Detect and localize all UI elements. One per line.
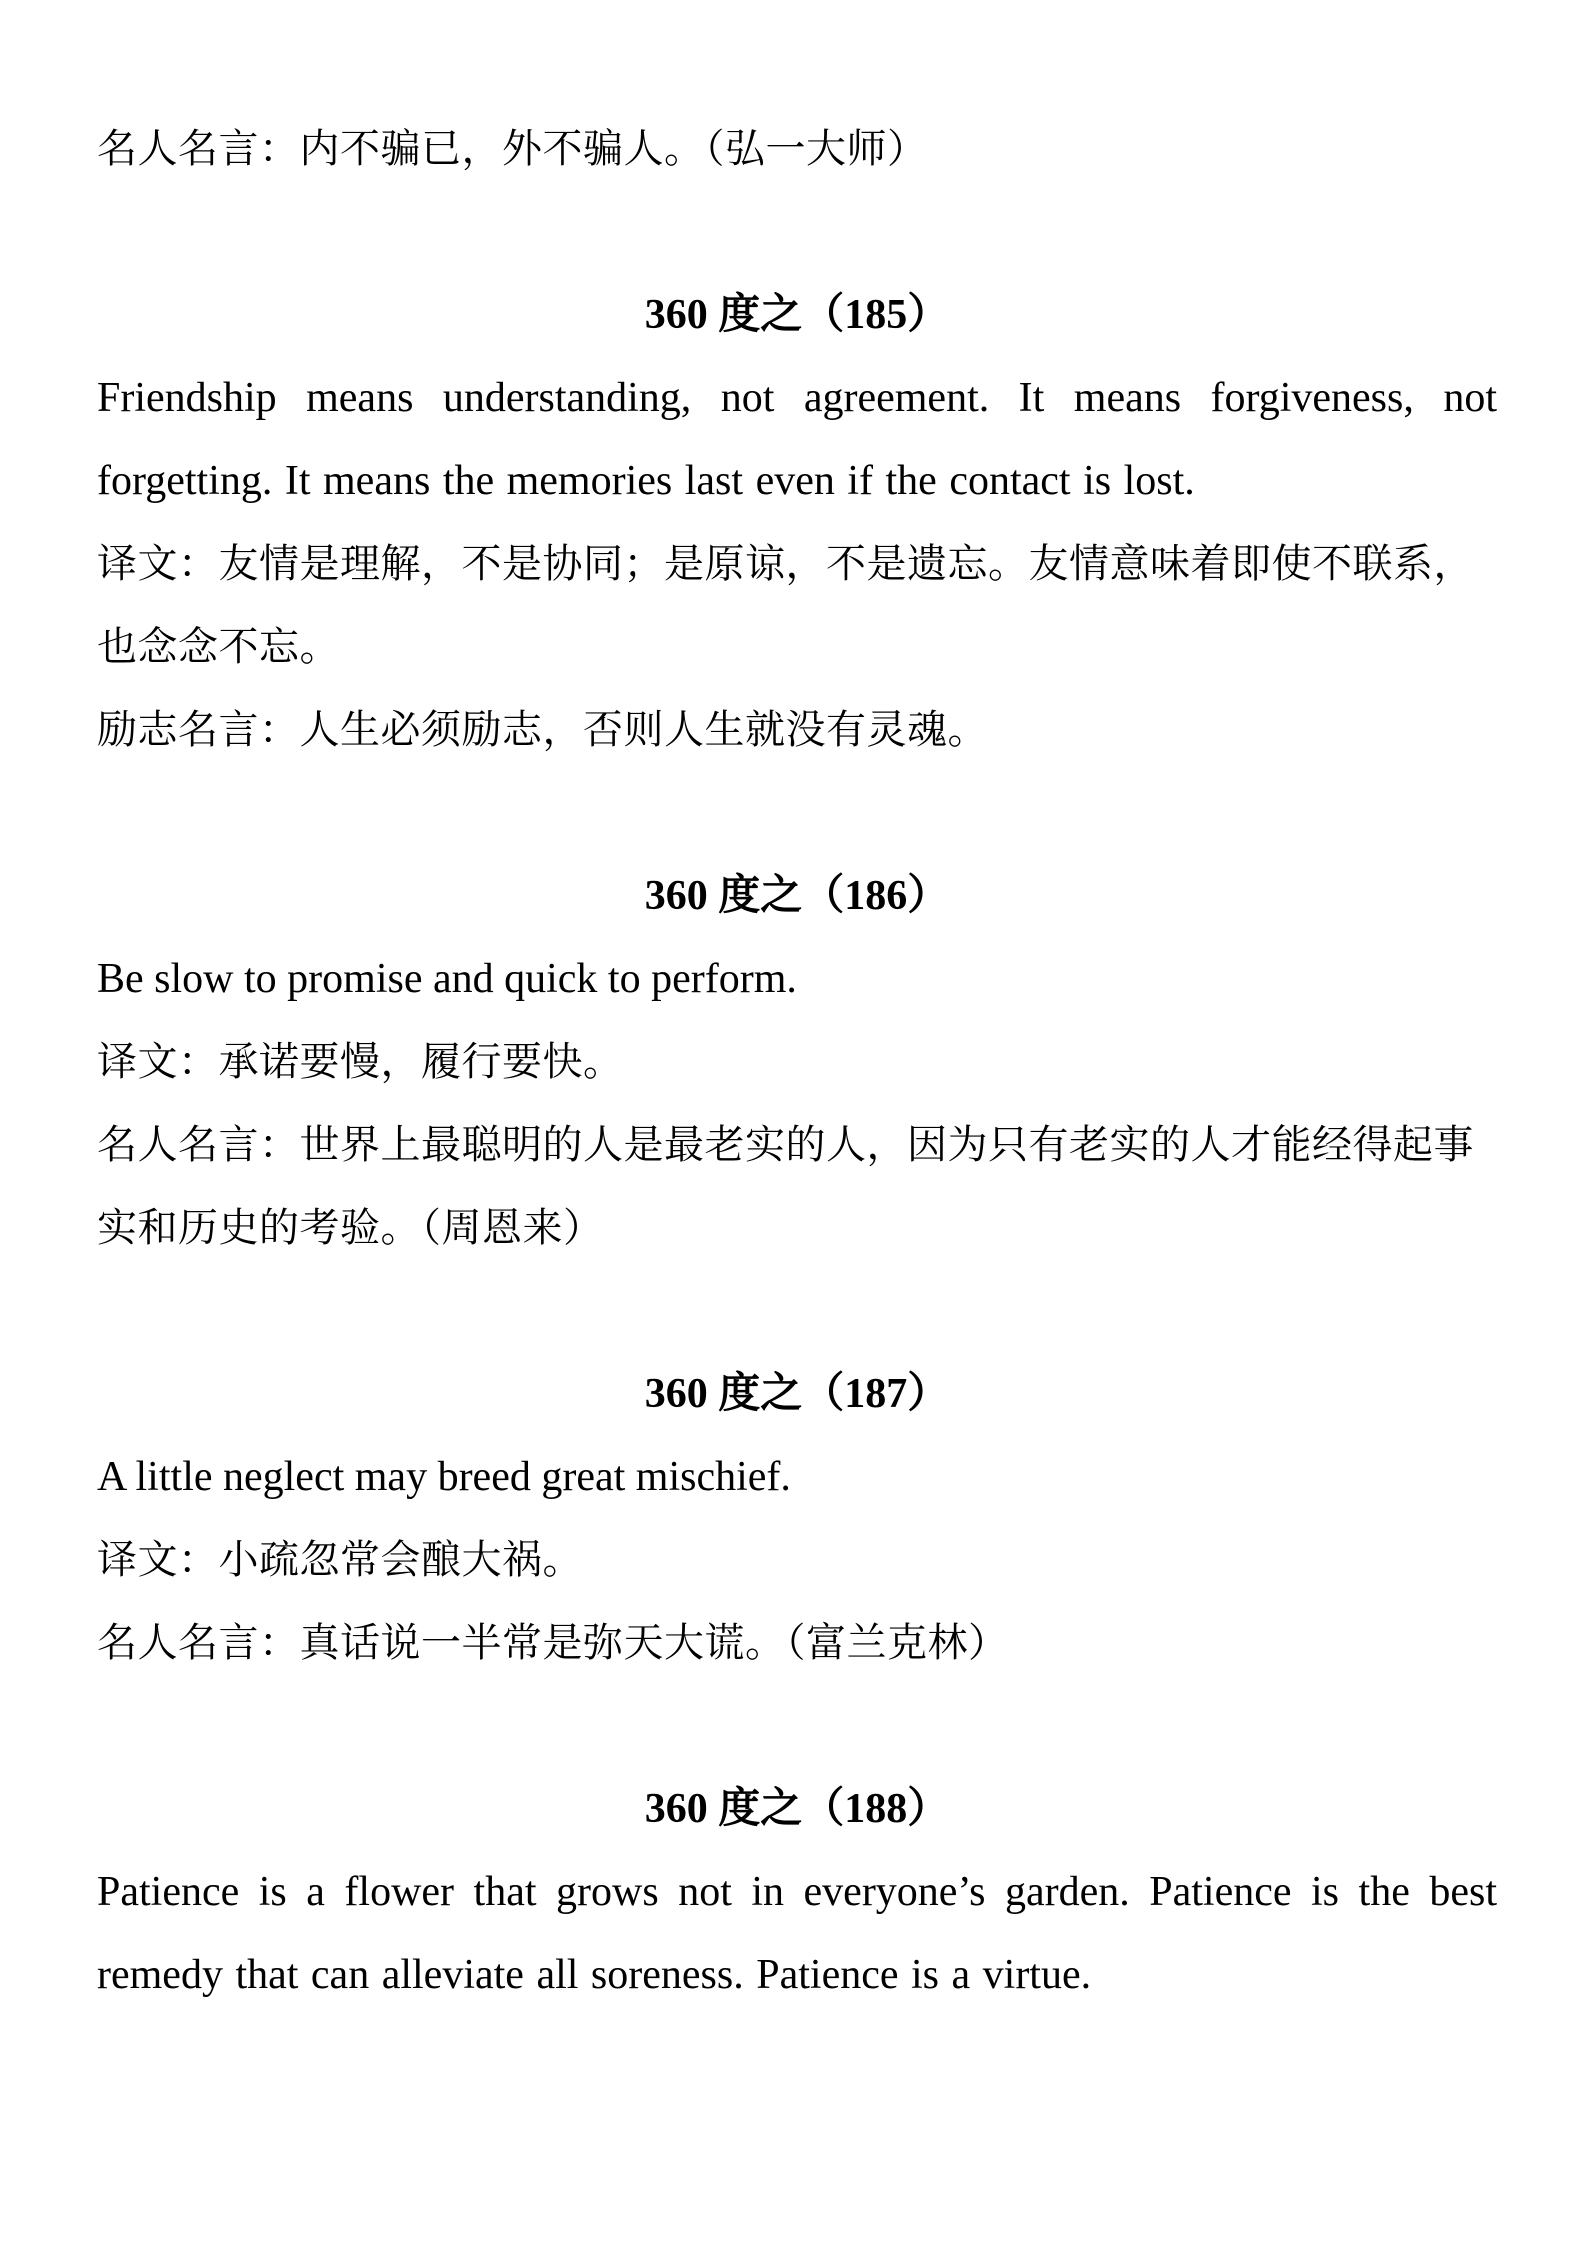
quote-line: 励志名言：人生必须励志，否则人生就没有灵魂。 <box>97 707 988 753</box>
quote-line: 名人名言：真话说一半常是弥天大谎。（富兰克林） <box>97 1620 1009 1666</box>
english-sentence: A little neglect may breed great mischief. <box>97 1454 791 1500</box>
quote-line: 名人名言：世界上最聪明的人是最老实的人，因为只有老实的人才能经得起事实和历史的考验。（周恩来） <box>97 1122 1474 1251</box>
english-sentence: Friendship means understanding, not agreement. It means forgiveness, not forgetting. It means the memories last even if the contact is lost. <box>97 375 1497 504</box>
section-188 <box>97 1768 1497 2017</box>
translation-line: 译文：承诺要慢，履行要快。 <box>97 1039 624 1085</box>
spacer <box>97 1685 1497 1768</box>
spacer <box>97 772 1497 855</box>
section-heading: 360 度之（185） <box>644 292 950 338</box>
section-186 <box>97 855 1497 1270</box>
translation-line: 译文：小疏忽常会酿大祸。 <box>97 1537 583 1583</box>
document-page <box>97 108 1497 2017</box>
section-heading: 360 度之（188） <box>644 1786 950 1832</box>
translation-line: 译文：友情是理解，不是协同；是原谅，不是遗忘。友情意味着即使不联系，也念念不忘。 <box>97 541 1474 670</box>
section-185 <box>97 274 1497 772</box>
quote-line: 名人名言：内不骗已，外不骗人。（弘一大师） <box>97 126 928 172</box>
spacer <box>97 1270 1497 1353</box>
section-187 <box>97 1353 1497 1685</box>
english-sentence: Be slow to promise and quick to perform. <box>97 956 797 1002</box>
section-heading: 360 度之（186） <box>644 873 950 919</box>
spacer <box>97 191 1497 274</box>
english-sentence: Patience is a flower that grows not in everyone’s garden. Patience is the best remedy that can alleviate all soreness. Patience is a virtue. <box>97 1869 1497 1998</box>
section-heading: 360 度之（187） <box>644 1371 950 1417</box>
